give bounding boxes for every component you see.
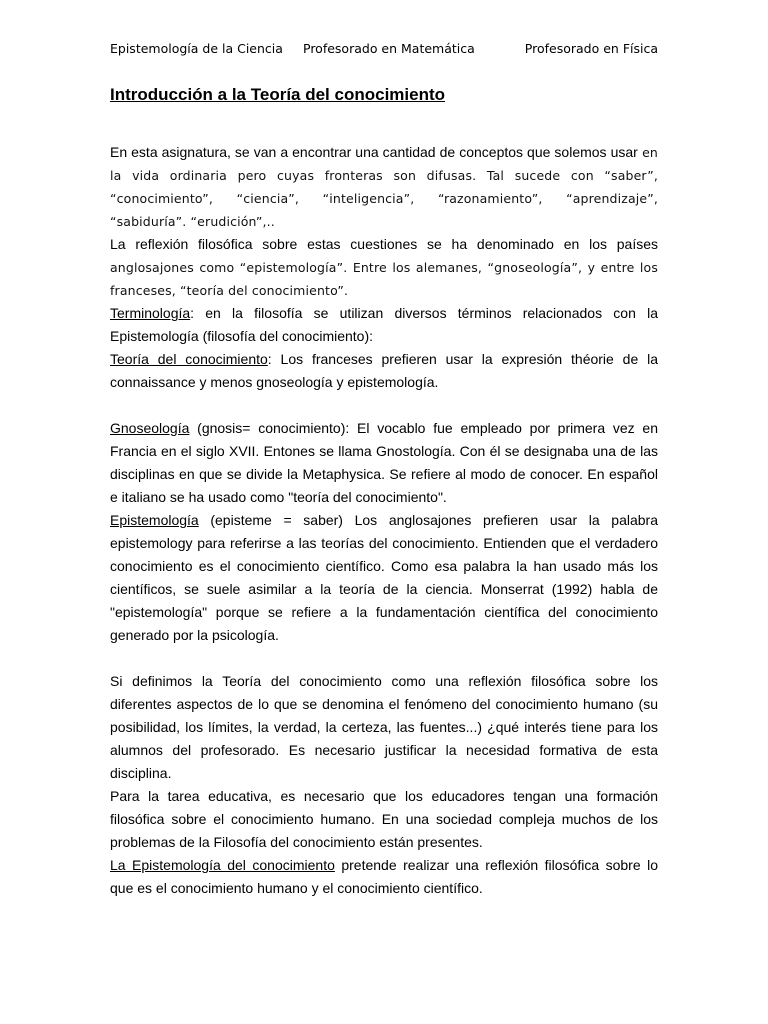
term-epistemologia-del-conocimiento: La Epistemología del conocimiento xyxy=(110,857,335,873)
term-epistemologia: Epistemología xyxy=(110,512,199,528)
text-epistemologia: (episteme = saber) Los anglosajones prefieren usar la palabra epistemology para referirse a las teorías del conocimiento. Entienden que el verdadero conocimiento es el conocimiento científico. Como esa palabra la han usado más los científicos, se suele asimilar a la teoría de la ciencia. Monserrat (1992) habla de "epistemología" porque se refiere a la fundamentación científica del conocimiento generado por la psicología. xyxy=(110,512,658,643)
header-course: Epistemología de la Ciencia xyxy=(110,41,283,56)
term-gnoseologia: Gnoseología xyxy=(110,420,190,436)
text-terminologia: : en la filosofía se utilizan diversos términos relacionados con la Epistemología (filosofía del conocimiento): xyxy=(110,305,658,344)
paragraph-terminologia xyxy=(110,302,658,348)
document-body xyxy=(110,141,658,900)
paragraph-teoria xyxy=(110,348,658,394)
paragraph-intro-first-line: En esta asignatura, se van a encontrar una cantidad de conceptos que solemos usar xyxy=(110,144,638,160)
term-terminologia: Terminología xyxy=(110,305,191,321)
paragraph-reflexion xyxy=(110,233,658,302)
paragraph-tarea-educativa: Para la tarea educativa, es necesario que los educadores tengan una formación filosófica sobre el conocimiento humano. En una sociedad compleja muchos de los problemas de la Filosofía del conocimiento están presentes. xyxy=(110,788,658,850)
paragraph-definimos: Si definimos la Teoría del conocimiento como una reflexión filosófica sobre los diferentes aspectos de lo que se denomina el fenómeno del conocimiento humano (su posibilidad, los límites, la verdad, la certeza, las fuentes...) ¿qué interés tiene para los alumnos del profesorado. Es necesario justificar la necesidad formativa de esta disciplina. xyxy=(110,673,658,781)
header-program-math: Profesorado en Matemática xyxy=(303,41,475,56)
document-title: Introducción a la Teoría del conocimiento xyxy=(110,85,446,104)
paragraph-reflexion-rest: anglosajones como “epistemología”. Entre los alemanes, “gnoseología”, y entre los franceses, “teoría del conocimiento”. xyxy=(110,260,658,298)
paragraph-gnoseologia xyxy=(110,417,658,509)
text-teoria: : Los franceses prefieren usar la expresión théorie de la connaissance y menos gnoseología y epistemología. xyxy=(110,351,658,390)
text-final: pretende realizar una reflexión filosófica sobre lo que es el conocimiento humano y el conocimiento científico. xyxy=(110,857,658,896)
page-header xyxy=(110,41,658,61)
paragraph-final xyxy=(110,854,658,900)
header-program-physics: Profesorado en Física xyxy=(524,41,658,56)
paragraph-epistemologia xyxy=(110,509,658,647)
paragraph-intro xyxy=(110,141,658,233)
text-gnoseologia: (gnosis= conocimiento): El vocablo fue empleado por primera vez en Francia en el siglo XVII. Entones se llama Gnostología. Con él se designaba una de las disciplinas en que se divide la Metaphysica. Se refiere al modo de conocer. En español e italiano se ha usado como "teoría del conocimiento". xyxy=(110,420,658,505)
paragraph-reflexion-first-line: La reflexión filosófica sobre estas cuestiones se ha denominado en los países xyxy=(110,236,658,252)
term-teoria-del-conocimiento: Teoría del conocimiento xyxy=(110,351,268,367)
paragraph-intro-rest: en la vida ordinaria pero cuyas fronteras son difusas. Tal sucede con “saber”, “conocimiento”, “ciencia”, “inteligencia”, “razonamiento”, “aprendizaje”, “sabiduría”. “erudición”,.. xyxy=(110,145,658,229)
